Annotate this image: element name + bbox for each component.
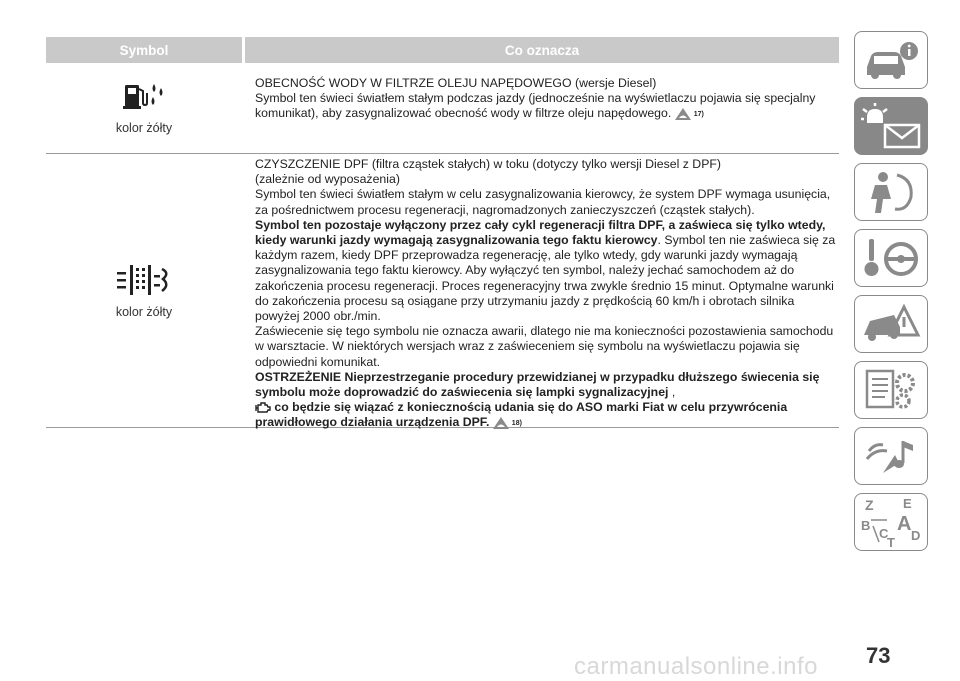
car-info-icon: [861, 39, 921, 81]
tab-emergency[interactable]: [854, 295, 928, 353]
fuel-water-icon: [122, 81, 166, 113]
tab-car-info[interactable]: [854, 31, 928, 89]
row-text-body: Symbol ten świeci światłem stałym podczas jazdy (jednocześnie na wyświetlaczu pojawia się specjalny komunikat), aby zasygnalizować obecność wody w filtrze oleju napędowego.: [255, 91, 816, 121]
color-label: kolor żółty: [115, 304, 173, 319]
tab-warning-lights[interactable]: [854, 97, 928, 155]
index-letter: C: [879, 526, 889, 541]
warning-triangle-icon: [493, 417, 509, 429]
color-label: kolor żółty: [115, 121, 173, 135]
table-header: [46, 37, 839, 63]
airbag-safety-icon: [861, 169, 921, 215]
index-letter: B: [861, 518, 871, 533]
index-letter: T: [887, 535, 895, 548]
reference-note[interactable]: 17): [693, 110, 704, 118]
header-meaning: Co oznacza: [504, 42, 580, 58]
multimedia-music-icon: [861, 433, 921, 479]
table-row: [46, 154, 839, 428]
warning-comma: ,: [668, 385, 676, 400]
watermark: carmanualsonline.info: [574, 653, 818, 680]
row-paragraph: Symbol ten świeci światłem stałym w celu zasygnalizowania kierowcy, że system DPF wymaga usunięcia, za pośrednictwem procesu regeneracji, nagromadzonych zanieczyszczeń (cząstek stałych).: [255, 187, 831, 217]
tab-index[interactable]: [854, 493, 928, 551]
row-paragraph: [255, 218, 839, 324]
key-steering-wheel-icon: [861, 235, 921, 281]
bold-statement: Symbol ten pozostaje wyłączony przez cały cykl regeneracji filtra DPF, a zaświeca się tylko wtedy, kiedy warunki jazdy wymagają zasygnalizowania tego faktu kierowcy: [255, 217, 826, 248]
reference-note[interactable]: 18): [511, 419, 522, 427]
table-row: [46, 63, 839, 154]
warning-paragraph: [255, 370, 839, 400]
chapter-sidebar: [854, 31, 930, 559]
alphabetical-index-icon: [859, 496, 923, 548]
index-letter: A: [897, 513, 912, 535]
row-subtitle: (zależnie od wyposażenia): [255, 172, 400, 187]
engine-check-icon: [255, 402, 271, 414]
warning-triangle-icon: [675, 108, 691, 120]
meaning-cell: [242, 154, 839, 430]
warning-conclusion: co będzie się wiązać z koniecznością udania się do ASO marki Fiat w celu przywrócenia prawidłowego działania urządzenia DPF.: [255, 400, 788, 430]
row-title: CZYSZCZENIE DPF (filtra cząstek stałych) w toku (dotyczy tylko wersji Diesel z DPF): [255, 157, 721, 171]
car-accident-icon: [860, 301, 922, 347]
warning-paragraph-end: [255, 400, 839, 431]
symbol-cell: [46, 63, 242, 153]
page-number: 73: [866, 643, 891, 668]
symbol-cell: [46, 154, 242, 427]
paragraph-continuation: . Symbol ten nie zaświeca się za każdym razem, kiedy DPF przeprowadza regenerację, ale tylko wtedy, gdy warunki jazdy wymagają zasygnalizowania tego faktu kierowcy. Aby wyłączyć ten symbol, należy jechać samochodem aż do zakończenia procesu regeneracji. Proces regeneracyjny trwa zwykle średnio 15 minut. Optymalne warunki do zakończenia procesu są osiągane przy utrzymaniu jazdy z prędkością 60 km/h i obrotach silnika powyżej 2000 obr./min.: [255, 233, 836, 324]
index-letter: D: [911, 528, 921, 543]
meaning-cell: [242, 63, 839, 153]
tab-maintenance[interactable]: [854, 361, 928, 419]
row-paragraph: Zaświecenie się tego symbolu nie oznacza awarii, dlatego nie ma konieczności pozostawienia samochodu w warsztacie. W niektórych wersjach wraz z zaświeceniem się symbolu na wyświetlaczu pojawia się odpowiedni komunikat.: [255, 324, 834, 369]
warning-statement: OSTRZEŻENIE Nieprzestrzeganie procedury przewidzianej w przypadku dłuższego świecenia się symbolu może doprowadzić do zaświecenia się lampki sygnalizacyjnej: [255, 369, 820, 400]
tab-starting-driving[interactable]: [854, 229, 928, 287]
maintenance-gears-icon: [861, 367, 921, 413]
tab-safety[interactable]: [854, 163, 928, 221]
row-text: [255, 91, 839, 122]
row-title: OBECNOŚĆ WODY W FILTRZE OLEJU NAPĘDOWEGO (wersje Diesel): [255, 76, 657, 90]
index-letter: E: [903, 496, 912, 511]
warning-light-message-icon: [859, 103, 923, 149]
header-symbol: Symbol: [119, 42, 169, 58]
index-letter: Z: [865, 497, 874, 513]
symbol-table: [46, 37, 839, 428]
tab-multimedia[interactable]: [854, 427, 928, 485]
dpf-filter-icon: [117, 263, 171, 297]
